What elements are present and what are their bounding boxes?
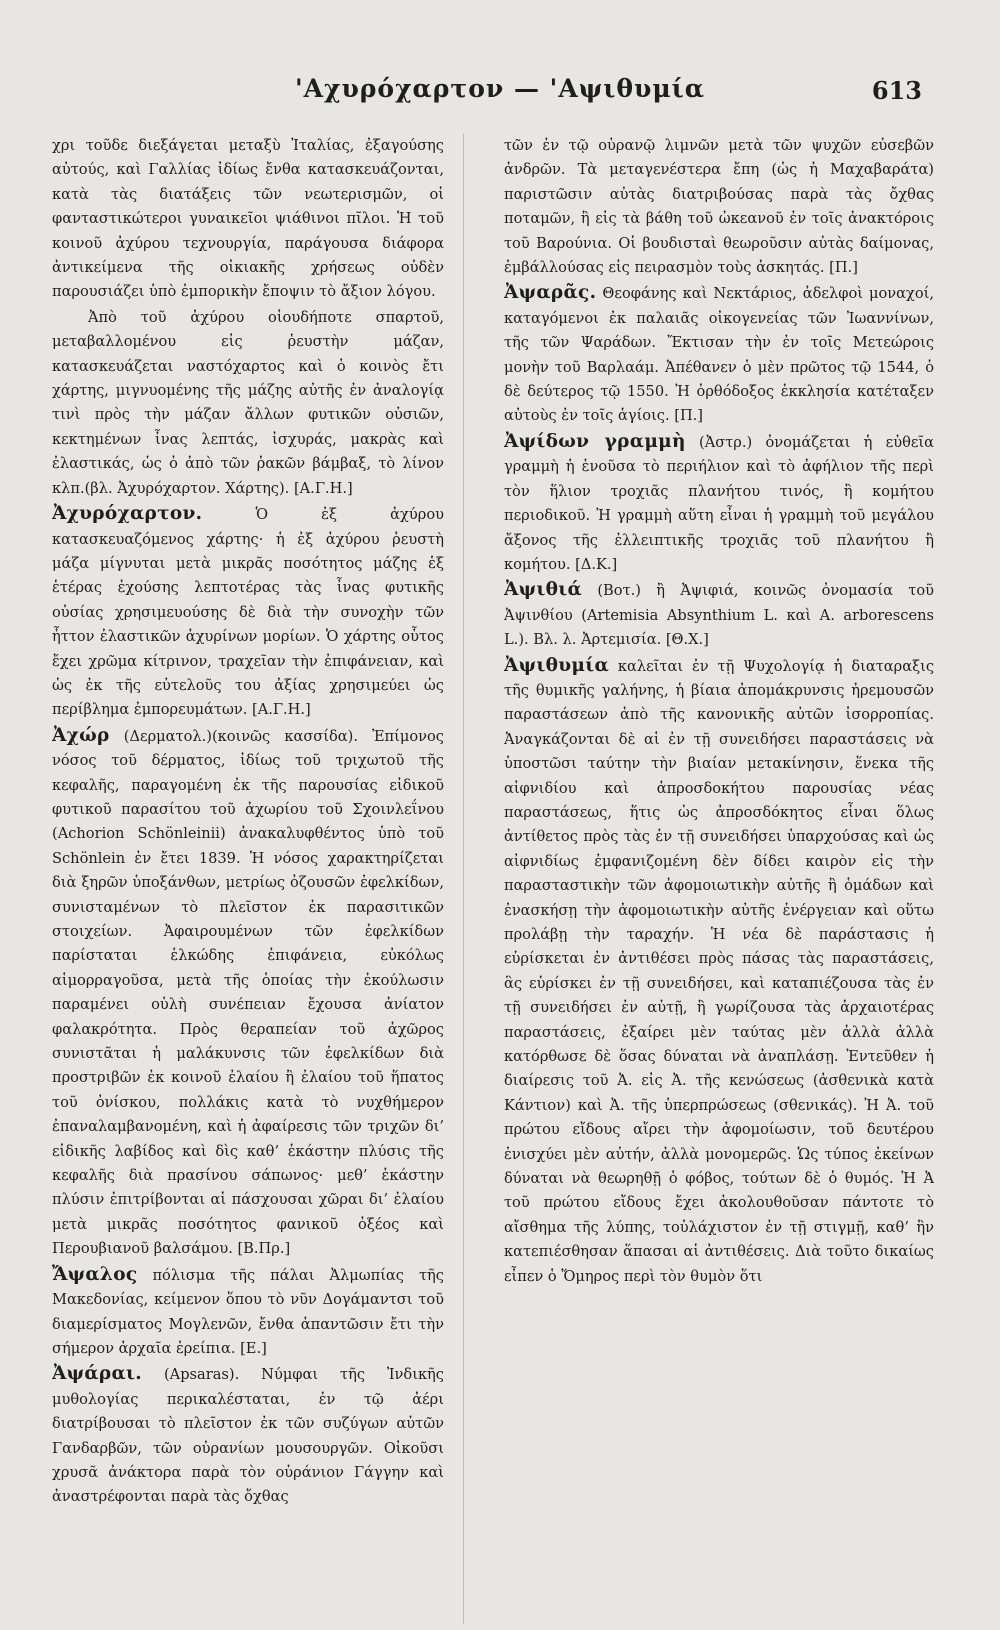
dictionary-entry: [504, 578, 934, 652]
page-header: [0, 70, 1000, 110]
entry-text: (Apsaras). Νύμφαι τῆς Ἰνδικῆς μυθολογίας περικαλέσταται, ἐν τῷ ἀέρι διατρίβουσαι τὸ πλεῖστον ἐκ τῶν συζύγων αὐτῶν Γανδαρβῶν, τῶν οὐρανίων μουσουργῶν. Οἰκοῦσι χρυσᾶ ἀνάκτορα παρὰ τὸν οὐράνιον Γάγγην καὶ ἀναστρέφονται παρὰ τὰς ὄχθας: [52, 1366, 444, 1506]
entry-headword: Ἀψάραι.: [52, 1363, 143, 1385]
page-number: 613: [871, 76, 922, 105]
dictionary-entry: [504, 430, 934, 577]
dictionary-entry: [504, 134, 934, 280]
entry-headword: Ἀψαρᾶς.: [503, 282, 597, 304]
entry-paragraph: [504, 134, 934, 280]
entry-paragraph: [504, 430, 934, 577]
entry-paragraph: [52, 502, 444, 723]
entry-text: (Ἀστρ.) ὀνομάζεται ἡ εὐθεῖα γραμμὴ ἡ ἑνοῦσα τὸ περιήλιον καὶ τὸ ἀφήλιον τῆς περὶ τὸν ἥλιον τροχιᾶς πλανήτου τινός, ἢ κομήτου περιοδικοῦ. Ἡ γραμμὴ αὕτη εἶναι ἡ γραμμὴ τοῦ μεγάλου ἄξονος τῆς ἐλλειπτικῆς τροχιᾶς τοῦ πλανήτου ἢ κομήτου. [Δ.Κ.]: [503, 433, 934, 573]
dictionary-entry: [52, 1362, 444, 1509]
entry-text: καλεῖται ἐν τῇ Ψυχολογίᾳ ἡ διαταραξις τῆς θυμικῆς γαλήνης, ἡ βίαια ἀπομάκρυνσις ἠρεμουσῶν παραστάσεων ἀπὸ τῆς κανονικῆς αὐτῶν ἰσορροπίας. Ἀναγκάζονται δὲ αἱ ἐν τῇ συνειδήσει παραστάσεις νὰ ὑποστῶσι ταύτην τὴν βιαίαν μετακίνησιν, ἕνεκα τῆς αἰφνιδίου καὶ ἀπροσδοκήτου παρουσίας νέας παραστάσεως, ἥτις ὡς ἀπροσδόκητος εἶναι ὅλως ἀντίθετος πρὸς τὰς ἐν τῇ συνειδήσει ὑπαρχούσας καὶ ὡς αἰφνιδίως ἐμφανιζομένη δὲν δίδει καιρὸν εἰς τὴν παρασταστικὴν τῶν ἀφομοιωτικὴν αὐτῆς ἢ ὁμάδων καὶ ἐνασκήσῃ τὴν ἀφομοιωτικὴν αὐτῆς ἐνέργειαν καὶ οὕτω προλάβῃ τὴν ταραχήν. Ἡ νέα δὲ παράστασις ἡ εὑρίσκεται ἐν ἀντιθέσει πρὸς πάσας τὰς παραστάσεις, ἃς εὑρίσκει ἐν τῇ συνειδήσει, καὶ καταπιέζουσα τὰς ἐν τῇ συνειδήσει ἐν αὐτῇ, ἢ γωρίζουσα τὰς ἀρχαιοτέρας παραστάσεις, ἐξαίρει μὲν ταύτας μὲν ἀλλὰ ἀλλὰ κατόρθωσε δὲ ὅσας δύναται νὰ ἀναπλάσῃ. Ἐντεῦθεν ἡ διαίρεσις τοῦ Ἀ. εἰς Ἀ. τῆς κενώσεως (ἀσθενικὰ κατὰ Κάντιον) καὶ Ἀ. τῆς ὑπερπρώσεως (σθενικάς). Ἡ Ἀ. τοῦ πρώτου εἴδους αἴρει τὴν ἀφομοίωσιν, τοῦ δευτέρου ἐνισχύει μὲν αὐτήν, ἀλλὰ μονομερῶς. Ὡς τύπος ἐκείνων δύναται νὰ θεωρηθῇ ὁ φόβος, τούτων δὲ ὁ θυμός. Ἡ Ἀ τοῦ πρώτου εἴδους ἔχει ἀκολουθοῦσαν πάντοτε τὸ αἴσθημα τῆς λύπης, τοὐλάχιστον ἐν τῇ στιγμῇ, καθ’ ἣν κατεπιέσθησαν ἅπασαι αἱ ἀντιθέσεις. Διὰ τοῦτο δικαίως εἶπεν ὁ Ὅμηρος περὶ τὸν θυμὸν ὅτι: [503, 657, 934, 1285]
dictionary-entry: [52, 306, 444, 501]
dictionary-entry: [504, 654, 934, 1290]
entry-text: χρι τοῦδε διεξάγεται μεταξὺ Ἰταλίας, ἐξαγούσης αὐτούς, καὶ Γαλλίας ἰδίως ἔνθα κατασκευάζονται, κατὰ τὰς διατάξεις τῶν νεωτερισμῶν, οἱ φανταστικώτεροι γυναικεῖοι ψιάθινοι πῖλοι. Ἡ τοῦ κοινοῦ ἀχύρου τεχνουργία, παράγουσα διάφορα ἀντικείμενα τῆς οἰκιακῆς χρήσεως οὐδὲν παρουσιάζει ὑπὸ ἐμπορικὴν ἔποψιν τὸ ἄξιον λόγου.: [52, 137, 444, 301]
entry-text: (Δερματολ.)(κοινῶς κασσίδα). Ἐπίμονος νόσος τοῦ δέρματος, ἰδίως τοῦ τριχωτοῦ τῆς κεφαλῆς, παραγομένη ἐκ τῆς παρουσίας εἰδικοῦ φυτικοῦ παρασίτου τοῦ ἀχωρίου τοῦ Σχοινλεΐνου (Achorion Schönleinii) ἀνακαλυφθέντος ὑπὸ τοῦ Schönlein ἐν ἔτει 1839. Ἡ νόσος χαρακτηρίζεται διὰ ξηρῶν ὑποξάνθων, μετρίως ὀζουσῶν ἐφελκίδων, συνισταμένων τὸ πλεῖστον ἐκ παρασιτικῶν στοιχείων. Ἀφαιρουμένων τῶν ἐφελκίδων παρίσταται ἑλκώδης ἐπιφάνεια, εὐκόλως αἱμορραγοῦσα, μετὰ τῆς ὁποίας τὴν ἐκούλωσιν παραμένει οὐλὴ συνέπειαν ἔχουσα ἀνίατον φαλακρότητα. Πρὸς θεραπείαν τοῦ ἀχῶρος συνιστᾶται ἡ μαλάκυνσις τῶν ἐφελκίδων διὰ προστριβῶν ἐκ κοινοῦ ἐλαίου ἢ ἐλαίου τοῦ ἥπατος τοῦ ὀνίσκου, πολλάκις κατὰ τὸ νυχθήμερον ἐπαναλαμβανομένη, καὶ ἡ ἀφαίρεσις τῶν τριχῶν δι’ εἰδικῆς λαβίδος καὶ δὶς καθ’ ἑκάστην πλύσις τῆς κεφαλῆς διὰ πρασίνου σάπωνος· μεθ’ ἑκάστην πλύσιν ἐπιτρίβονται αἱ πάσχουσαι χῶραι δι’ ἐλαίου μετὰ μικρᾶς ποσότητος φανικοῦ ὀξέος καὶ Περουβιανοῦ βαλσάμου. [Β.Πρ.]: [52, 727, 444, 1258]
left-column: [52, 134, 464, 1624]
entry-paragraph: [52, 134, 444, 305]
entry-text: (Βοτ.) ἢ Ἀψιφιά, κοινῶς ὀνομασία τοῦ Ἀψινθίου (Artemisia Absynthium L. καὶ A. arborescens L.). Βλ. λ. Ἀρτεμισία. [Θ.Χ.]: [503, 582, 934, 649]
entry-paragraph: [52, 1362, 444, 1509]
entry-headword: Ἀχώρ: [52, 724, 110, 746]
entry-headword: Ἀχυρόχαρτον.: [52, 503, 203, 525]
entry-text: τῶν ἐν τῷ οὐρανῷ λιμνῶν μετὰ τῶν ψυχῶν εὐσεβῶν ἀνδρῶν. Τὰ μεταγενέστερα ἔπη (ὡς ἡ Μαχαβαράτα) παριστῶσιν αὐτὰς διατριβούσας παρὰ τὰς ὄχθας ποταμῶν, ἢ εἰς τὰ βάθη τοῦ ὠκεανοῦ ἐν τοῖς ἀνακτόροις τοῦ Βαρούνια. Οἱ βουδισταὶ θεωροῦσιν αὐτὰς δαίμονας, ἐμβάλλούσας εἰς πειρασμὸν τοὺς ἀσκητάς. [Π.]: [503, 137, 934, 277]
dictionary-entry: [52, 134, 444, 305]
entry-headword: Ἀψιθιά: [503, 579, 583, 601]
dictionary-entry: [52, 724, 444, 1262]
entry-paragraph: [504, 281, 934, 428]
entry-headword: Ἀψιθυμία: [503, 654, 610, 676]
dictionary-entry: [52, 1263, 444, 1362]
dictionary-entry: [504, 281, 934, 428]
entry-headword: Ἄψαλος: [52, 1263, 138, 1285]
dictionary-entry: [52, 502, 444, 723]
entry-text: Ὁ ἐξ ἀχύρου κατασκευαζόμενος χάρτης· ἡ ἐξ ἀχύρου ῥευστὴ μάζα μίγνυται μετὰ μικρᾶς ποσότητος μάζης ἑξ ἑτέρας ἐχούσης λεπτοτέρας τὰς ἶνας φυτικῆς οὐσίας χρησιμευούσης δὲ διὰ τὴν συνοχὴν τῶν ἧττον ἐλαστικῶν ἀχυρίνων μορίων. Ὁ χάρτης οὗτος ἔχει χρῶμα κίτρινον, τραχεῖαν τὴν ἐπιφάνειαν, καὶ ὡς ἐκ τῆς εὐτελοῦς του ἀξίας χρησιμεύει ὡς περίβλημα ἐμπορευμάτων. [Α.Γ.Η.]: [52, 506, 444, 719]
right-column: [504, 134, 934, 1624]
entry-paragraph: [52, 306, 444, 501]
entry-headword: Ἀψίδων γραμμὴ: [503, 430, 686, 452]
text-columns: [52, 134, 934, 1624]
running-title: 'Αχυρόχαρτον — 'Αψιθυμία: [294, 74, 706, 103]
entry-text: Θεοφάνης καὶ Νεκτάριος, ἀδελφοὶ μοναχοί, καταγόμενοι ἐκ παλαιᾶς οἰκογενείας τῶν Ἰωαννίνων, τῆς τῶν Ψαράδων. Ἔκτισαν τὴν ἐν τοῖς Μετεώροις μονὴν τοῦ Βαρλαάμ. Ἀπέθανεν ὁ μὲν πρῶτος τῷ 1544, ὁ δὲ δεύτερος τῷ 1550. Ἡ ὀρθόδοξος ἐκκλησία κατέταξεν αὐτοὺς ἐν τοῖς ἁγίοις. [Π.]: [503, 285, 934, 425]
entry-paragraph: [52, 1263, 444, 1362]
entry-paragraph: [52, 724, 444, 1262]
entry-paragraph: [504, 654, 934, 1290]
entry-text: πόλισμα τῆς πάλαι Ἀλμωπίας τῆς Μακεδονίας, κείμενον ὅπου τὸ νῦν Δογάμαντσι τοῦ διαμερίσματος Μογλενῶν, ἔνθα ἀπαντῶσιν ἔτι τὴν σήμερον ἀρχαῖα ἐρείπια. [Ε.]: [52, 1266, 444, 1357]
entry-text: Ἀπὸ τοῦ ἀχύρου οἱουδήποτε σπαρτοῦ, μεταβαλλομένου εἰς ῥευστὴν μάζαν, κατασκευάζεται ναστόχαρτος καὶ ὁ κοινὸς ἔτι χάρτης, μιγνυομένης τῆς μάζης αὐτῆς ἐν ἀναλογίᾳ τινὶ πρὸς τὴν μάζαν ἄλλων φυτικῶν οὐσιῶν, κεκτημένων ἶνας λεπτάς, ἰσχυράς, μακρὰς καὶ ἐλαστικάς, ὡς ὁ ἀπὸ τῶν ῥακῶν βάμβαξ, τὸ λίνον κλπ.(βλ. Ἀχυρόχαρτον. Χάρτης). [Α.Γ.Η.]: [52, 308, 444, 497]
entry-paragraph: [504, 578, 934, 652]
